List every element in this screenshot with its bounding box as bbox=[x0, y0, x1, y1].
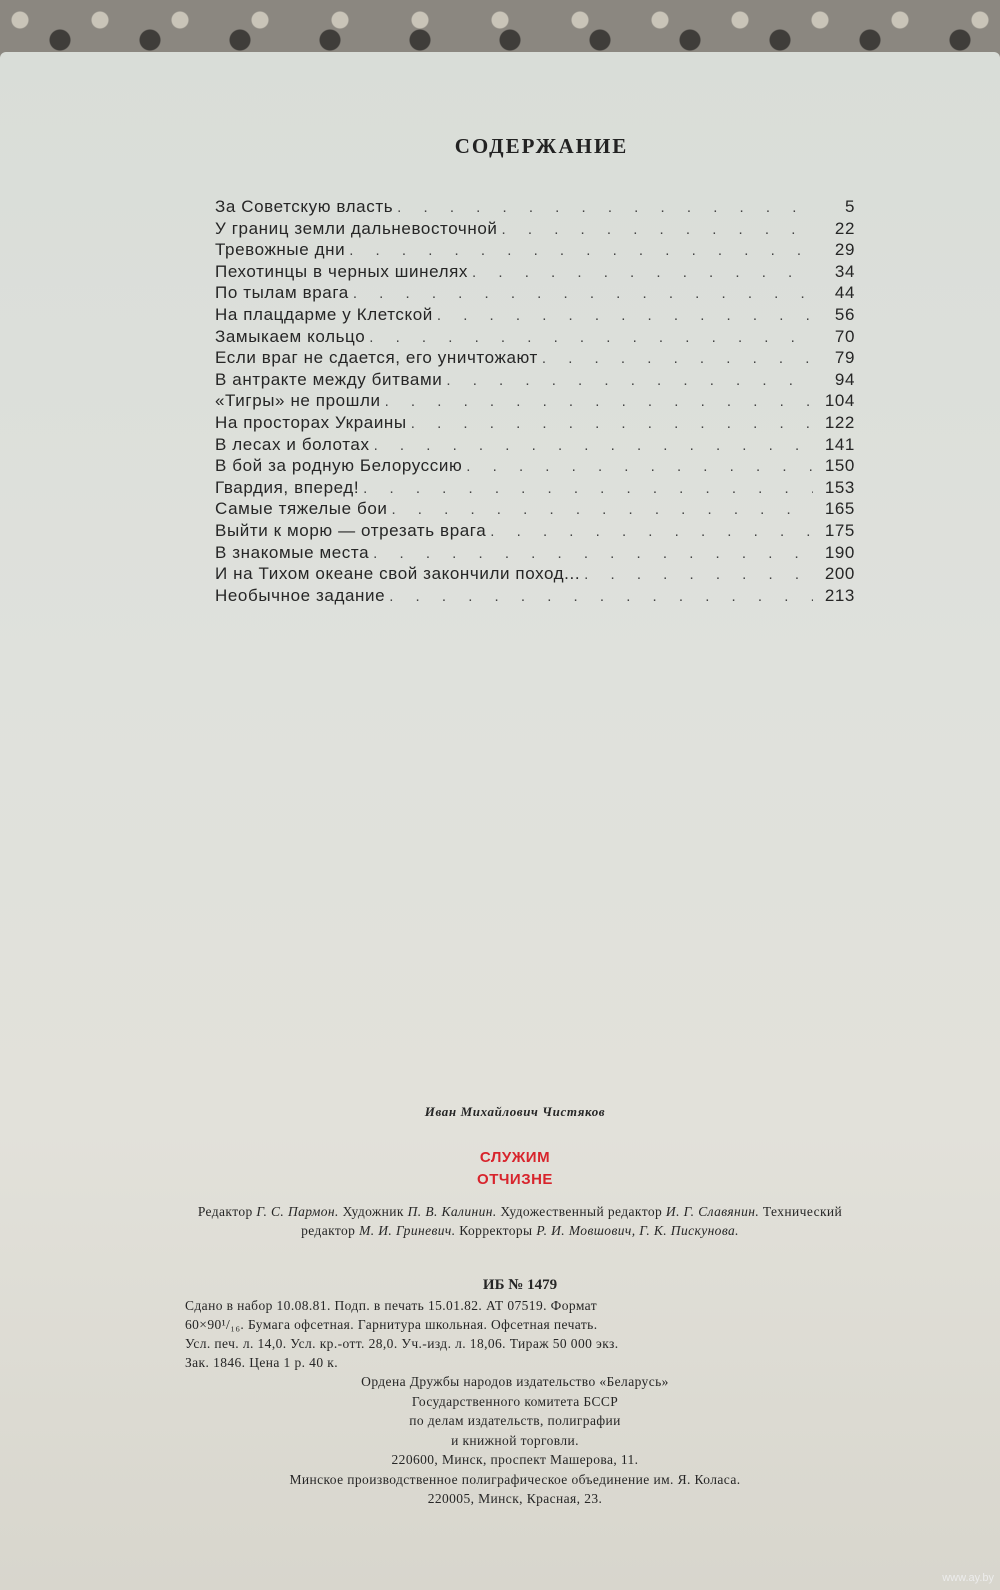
toc-entry-title: Замыкаем кольцо bbox=[215, 326, 366, 346]
leader-dots bbox=[466, 458, 813, 475]
toc-entry-title: В знакомые места bbox=[215, 542, 370, 562]
toc-entry-page: 34 bbox=[834, 261, 855, 281]
toc-entry-page: 200 bbox=[824, 564, 855, 584]
toc-entry-page: 165 bbox=[824, 499, 855, 519]
toc-entry bbox=[215, 499, 855, 521]
author-name: Иван Михайлович Чистяков bbox=[424, 1104, 606, 1119]
publisher-line: 220005, Минск, Красная, 23. bbox=[427, 1491, 603, 1506]
toc-entry-title: На плацдарме у Клетской bbox=[215, 304, 433, 324]
toc-entry bbox=[215, 564, 855, 586]
toc-entry-title: «Тигры» не прошли bbox=[215, 391, 381, 411]
toc-entry-page: 44 bbox=[834, 283, 855, 303]
toc-entry-title: Необычное задание bbox=[215, 585, 386, 605]
publisher-line: 220600, Минск, проспект Машерова, 11. bbox=[391, 1452, 639, 1467]
leader-dots bbox=[369, 329, 813, 346]
toc-entry-page: 141 bbox=[824, 434, 855, 454]
publisher-line: Ордена Дружбы народов издательство «Беларусь» bbox=[361, 1374, 669, 1389]
toc-entry-page: 22 bbox=[834, 218, 855, 238]
leader-dots bbox=[411, 415, 813, 432]
toc-entry-page: 104 bbox=[824, 391, 855, 411]
toc-entry-page: 150 bbox=[824, 456, 855, 476]
toc-entry bbox=[215, 197, 855, 219]
proofreaders-names: Р. И. Мовшович, Г. К. Пискунова. bbox=[536, 1223, 739, 1238]
toc-entry-title: В бой за родную Белоруссию bbox=[215, 456, 463, 476]
toc-entry bbox=[215, 327, 855, 349]
toc-entry-title: За Советскую власть bbox=[215, 197, 394, 216]
ib-number: ИБ № 1479 bbox=[482, 1277, 558, 1293]
toc-entry-page: 94 bbox=[834, 369, 855, 389]
publisher-line: Государственного комитета БССР bbox=[411, 1393, 619, 1409]
toc-entry-title: Самые тяжелые бои bbox=[215, 499, 388, 519]
toc-entry bbox=[215, 456, 855, 478]
leader-dots bbox=[437, 307, 813, 324]
publisher-line: по делам издательств, полиграфии bbox=[409, 1413, 621, 1428]
print-details bbox=[185, 1296, 850, 1372]
leader-dots bbox=[373, 545, 813, 562]
toc-entry-title: Пехотинцы в черных шинелях bbox=[215, 261, 469, 281]
leader-dots bbox=[363, 480, 813, 497]
publisher-line: Минское производственное полиграфическое объединение им. Я. Коласа. bbox=[289, 1471, 741, 1487]
toc-entry bbox=[215, 283, 855, 305]
table-of-contents bbox=[215, 197, 855, 607]
tech-editor-name: М. И. Гриневич. bbox=[359, 1223, 456, 1238]
toc-entry-title: По тылам врага bbox=[215, 283, 349, 303]
toc-entry bbox=[215, 391, 855, 413]
toc-entry-page: 175 bbox=[824, 520, 855, 540]
toc-entry-title: У границ земли дальневосточной bbox=[215, 218, 498, 238]
toc-entry bbox=[215, 478, 855, 500]
book-title-line: ОТЧИЗНЕ bbox=[477, 1171, 553, 1188]
leader-dots bbox=[397, 199, 813, 216]
book-page bbox=[0, 52, 1000, 1590]
art-editor-label: Художественный редактор bbox=[500, 1204, 663, 1219]
artist-name: П. В. Калинин. bbox=[407, 1204, 497, 1219]
leader-dots bbox=[353, 285, 813, 302]
leader-dots bbox=[472, 264, 813, 281]
toc-entry-page: 70 bbox=[834, 326, 855, 346]
toc-entry bbox=[215, 435, 855, 457]
toc-entry bbox=[215, 240, 855, 262]
leader-dots bbox=[446, 372, 813, 389]
toc-entry bbox=[215, 586, 855, 608]
toc-entry bbox=[215, 413, 855, 435]
toc-entry-title: На просторах Украины bbox=[215, 412, 407, 432]
leader-dots bbox=[502, 221, 813, 238]
toc-entry-page: 190 bbox=[824, 542, 855, 562]
toc-entry bbox=[215, 262, 855, 284]
leader-dots bbox=[542, 350, 813, 367]
leader-dots bbox=[584, 566, 813, 583]
credits-block bbox=[190, 1202, 850, 1240]
toc-entry-title: Тревожные дни bbox=[215, 240, 346, 260]
leader-dots bbox=[374, 437, 813, 454]
artist-label: Художник bbox=[342, 1204, 404, 1219]
print-line: 60×90¹/₁₆. Бумага офсетная. Гарнитура школьная. Офсетная печать. bbox=[185, 1317, 598, 1332]
book-title bbox=[0, 1147, 1000, 1191]
toc-entry bbox=[215, 370, 855, 392]
toc-entry-title: И на Тихом океане свой закончили поход... bbox=[215, 564, 581, 584]
leader-dots bbox=[349, 242, 813, 259]
proofreaders-label: Корректоры bbox=[459, 1223, 533, 1238]
site-watermark: www.ay.by bbox=[942, 1572, 994, 1584]
toc-entry-title: Гвардия, вперед! bbox=[215, 477, 360, 497]
toc-entry-page: 79 bbox=[834, 348, 855, 368]
toc-entry-title: В антракте между битвами bbox=[215, 369, 443, 389]
editor-name: Г. С. Пармон. bbox=[256, 1204, 339, 1219]
toc-entry bbox=[215, 219, 855, 241]
leader-dots bbox=[385, 393, 813, 410]
toc-entry-title: В лесах и болотах bbox=[215, 434, 370, 454]
print-line: Зак. 1846. Цена 1 р. 40 к. bbox=[185, 1355, 338, 1370]
leader-dots bbox=[389, 588, 813, 605]
art-editor-name: И. Г. Славянин. bbox=[665, 1204, 760, 1219]
toc-entry-title: Выйти к морю — отрезать врага bbox=[215, 520, 487, 540]
leader-dots bbox=[391, 501, 813, 518]
print-line: Сдано в набор 10.08.81. Подп. в печать 15.01.82. АТ 07519. Формат bbox=[185, 1298, 598, 1313]
toc-entry-page: 5 bbox=[844, 197, 855, 216]
toc-entry-page: 213 bbox=[824, 585, 855, 605]
book-title-line: СЛУЖИМ bbox=[479, 1149, 551, 1166]
publisher-block bbox=[0, 1372, 1000, 1509]
editor-label: Редактор bbox=[197, 1204, 253, 1219]
toc-entry-page: 122 bbox=[824, 412, 855, 432]
toc-heading: СОДЕРЖАНИЕ bbox=[454, 134, 629, 158]
leader-dots bbox=[490, 523, 813, 540]
toc-entry bbox=[215, 543, 855, 565]
toc-entry bbox=[215, 521, 855, 543]
toc-entry-page: 29 bbox=[834, 240, 855, 260]
tech-editor-label: Технический редактор bbox=[301, 1204, 843, 1238]
publisher-line: и книжной торговли. bbox=[451, 1432, 579, 1448]
toc-entry-page: 153 bbox=[824, 477, 855, 497]
toc-entry-page: 56 bbox=[834, 304, 855, 324]
toc-entry-title: Если враг не сдается, его уничтожают bbox=[215, 348, 538, 368]
toc-entry bbox=[215, 348, 855, 370]
toc-entry bbox=[215, 305, 855, 327]
print-line: Усл. печ. л. 14,0. Усл. кр.-отт. 28,0. Уч.-изд. л. 18,06. Тираж 50 000 экз. bbox=[185, 1336, 619, 1351]
